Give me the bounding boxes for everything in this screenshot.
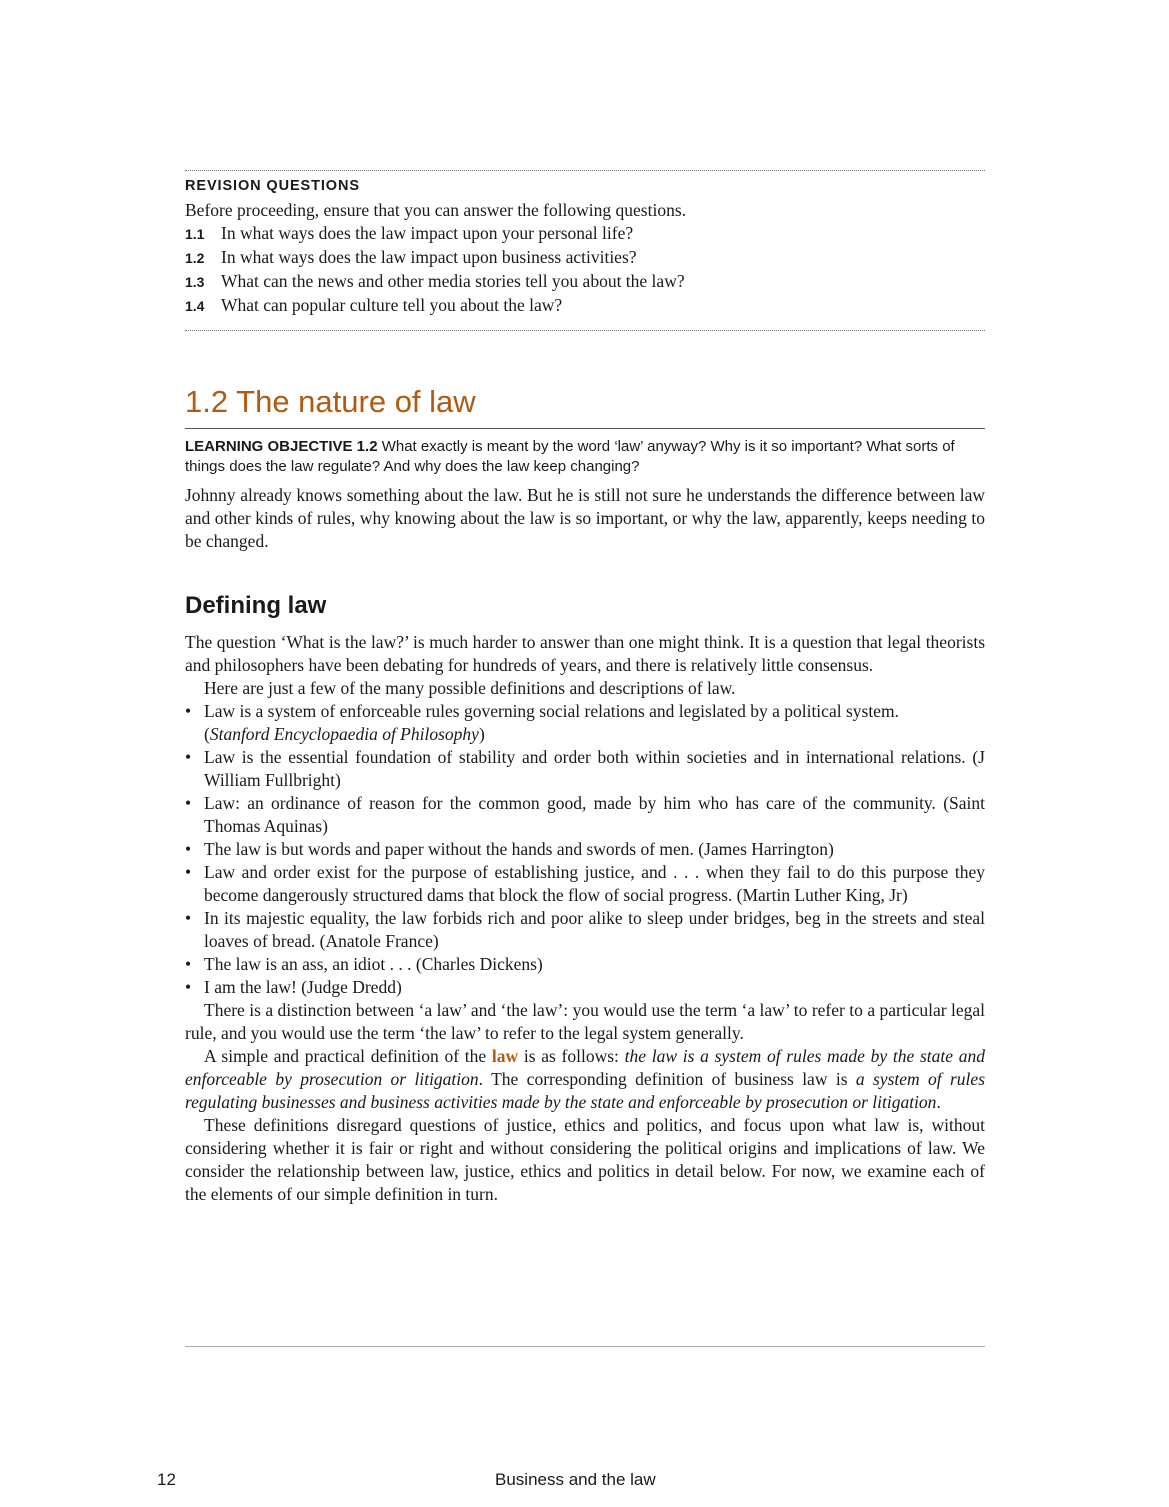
section-title-underline [185, 428, 985, 429]
paragraph: These definitions disregard questions of justice, ethics and politics, and focus upon what law is, without considering whether it is fair or right and without considering the political origins and implications of law. We consider the relationship between law, justice, ethics and politics in detail below. For now, we examine each of the elements of our simple definition in turn. [185, 1115, 985, 1204]
revision-bottom-rule [185, 330, 985, 331]
list-item-text: Law is the essential foundation of stability and order both within societies and in international relations. (J William Fullbright) [204, 747, 985, 790]
text-run: A simple and practical definition of the [204, 1046, 492, 1066]
revision-question [185, 222, 985, 246]
question-text: In what ways does the law impact upon business activities? [221, 247, 637, 267]
bullet-icon: • [185, 954, 192, 974]
section-intro: Johnny already knows something about the law. But he is still not sure he understands the difference between law and other kinds of rules, why knowing about the law is so important, or why the law, apparently, keeps needing to be changed. [185, 485, 985, 551]
paragraph-definition [185, 1045, 985, 1114]
learning-objective [185, 437, 985, 477]
list-item-source-close: ) [478, 724, 485, 744]
list-item [185, 838, 985, 861]
question-text: What can popular culture tell you about the law? [221, 295, 563, 315]
text-run: . [936, 1092, 941, 1112]
paragraph: There is a distinction between ‘a law’ and ‘the law’: you would use the term ‘a law’ to refer to a particular legal rule, and you would use the term ‘the law’ to refer to the legal system generally. [185, 1000, 985, 1043]
running-footer-title: Business and the law [495, 1470, 656, 1489]
learning-objective-label: LEARNING OBJECTIVE 1.2 [185, 438, 378, 455]
revision-intro: Before proceeding, ensure that you can answer the following questions. [185, 200, 687, 220]
learning-objective-text: What exactly is meant by the word ‘law’ anyway? Why is it so important? What sorts of things does the law regulate? And why does the law keep changing? [185, 438, 955, 475]
list-item-text: Law: an ordinance of reason for the common good, made by him who has care of the community. (Saint Thomas Aquinas) [204, 793, 985, 836]
revision-questions-box [185, 178, 985, 318]
list-item-text: Law is a system of enforceable rules governing social relations and legislated by a political system. [204, 701, 899, 721]
list-item [185, 746, 985, 792]
list-item-text: The law is an ass, an idiot . . . (Charles Dickens) [204, 954, 543, 974]
list-item-text: In its majestic equality, the law forbids rich and poor alike to sleep under bridges, beg in the streets and steal loaves of bread. (Anatole France) [204, 908, 985, 951]
text-run: is as follows: [518, 1046, 625, 1066]
subheading-defining-law: Defining law [185, 592, 327, 619]
bullet-icon: • [185, 793, 192, 813]
section-title: 1.2 The nature of law [185, 384, 476, 419]
list-item-text: I am the law! (Judge Dredd) [204, 977, 402, 997]
list-item-source-open: ( [204, 724, 210, 744]
bullet-icon: • [185, 839, 192, 859]
bullet-icon: • [185, 908, 192, 928]
paragraph: Here are just a few of the many possible definitions and descriptions of law. [204, 678, 736, 698]
list-item [185, 953, 985, 976]
revision-top-rule [185, 170, 985, 171]
list-item [185, 792, 985, 838]
text-run: . The corresponding definition of business law is [478, 1069, 856, 1089]
paragraph: The question ‘What is the law?’ is much harder to answer than one might think. It is a question that legal theorists and philosophers have been debating for hundreds of years, and there is relatively little consensus. [185, 632, 985, 675]
list-item [185, 700, 985, 746]
key-term-law: law [491, 1046, 519, 1066]
list-item-text: The law is but words and paper without the hands and swords of men. (James Harrington) [204, 839, 834, 859]
revision-question [185, 294, 985, 318]
definitions-list [185, 700, 985, 999]
question-number: 1.2 [185, 250, 205, 266]
defining-law-body [185, 631, 985, 1206]
revision-question [185, 246, 985, 270]
bullet-icon: • [185, 862, 192, 882]
question-number: 1.4 [185, 298, 205, 314]
question-number: 1.1 [185, 226, 205, 242]
list-item-text: Law and order exist for the purpose of establishing justice, and . . . when they fail to do this purpose they become dangerously structured dams that block the flow of social progress. (Martin Luther King, Jr) [204, 862, 985, 905]
list-item [185, 976, 985, 999]
page-number: 12 [157, 1470, 176, 1489]
content-bottom-rule [185, 1346, 985, 1347]
bullet-icon: • [185, 977, 192, 997]
business-law-definition: a system of rules regulating businesses and business activities made by the state and enforceable by prosecution or litigation [185, 1069, 985, 1112]
question-number: 1.3 [185, 274, 205, 290]
law-definition: the law is a system of rules made by the state and enforceable by prosecution or litigation [185, 1046, 985, 1089]
list-item [185, 907, 985, 953]
bullet-icon: • [185, 701, 192, 721]
question-text: In what ways does the law impact upon your personal life? [221, 223, 634, 243]
list-item-source: Stanford Encyclopaedia of Philosophy [209, 724, 479, 744]
bullet-icon: • [185, 747, 192, 767]
list-item [185, 861, 985, 907]
question-text: What can the news and other media stories tell you about the law? [221, 271, 685, 291]
revision-question [185, 270, 985, 294]
revision-heading: REVISION QUESTIONS [185, 178, 360, 194]
